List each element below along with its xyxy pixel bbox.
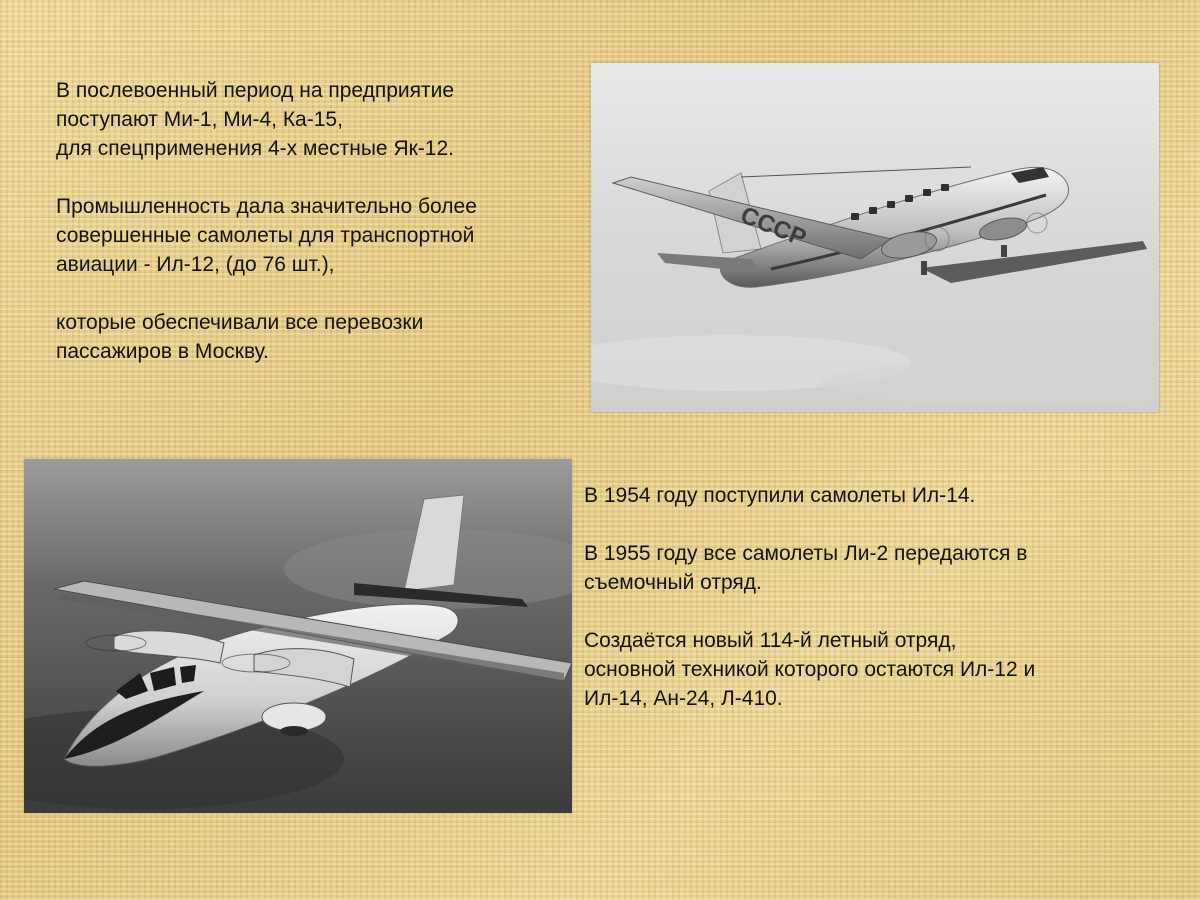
top-paragraph-3-line-2: пассажиров в Москву. [56,340,269,363]
top-paragraph-2-line-2: совершенные самолеты для транспортной [56,224,475,247]
l-410-photo [24,459,572,813]
paragraph-gap [56,163,556,192]
bottom-paragraph-2-line-1: В 1955 году все самолеты Ли-2 передаются в [584,542,1028,565]
top-paragraph-1-line-2: поступают Ми-1, Ми-4, Ка-15, [56,108,343,131]
bottom-paragraph-3-line-1: Создаётся новый 114-й летный отряд, [584,629,957,652]
il-12-airplane-illustration [591,63,1159,412]
top-paragraph-2-line-1: Промышленность дала значительно более [56,195,477,218]
bottom-paragraph-3-line-3: Ил-14, Ан-24, Л-410. [584,687,783,710]
il-12-photo [591,63,1159,412]
paragraph-gap [56,279,556,308]
top-paragraph-2-line-3: авиации - Ил-12, (до 76 шт.), [56,253,335,276]
top-paragraph-3-line-1: которые обеспечивали все перевозки [56,311,424,334]
top-paragraph-1-line-3: для спецприменения 4-х местные Як-12. [56,137,454,160]
l-410-airplane-illustration [24,459,572,813]
bottom-text-block [584,481,1174,713]
bottom-paragraph-1: В 1954 году поступили самолеты Ил-14. [584,484,976,507]
bottom-paragraph-3-line-2: основной техникой которого остаются Ил-12 и [584,658,1036,681]
paragraph-gap [584,510,1174,539]
paragraph-gap [584,597,1174,626]
bottom-paragraph-2-line-2: съемочный отряд. [584,571,762,594]
wing-marking: СССР [736,201,810,253]
top-text-block [56,76,556,366]
top-paragraph-1-line-1: В послевоенный период на предприятие [56,79,455,102]
